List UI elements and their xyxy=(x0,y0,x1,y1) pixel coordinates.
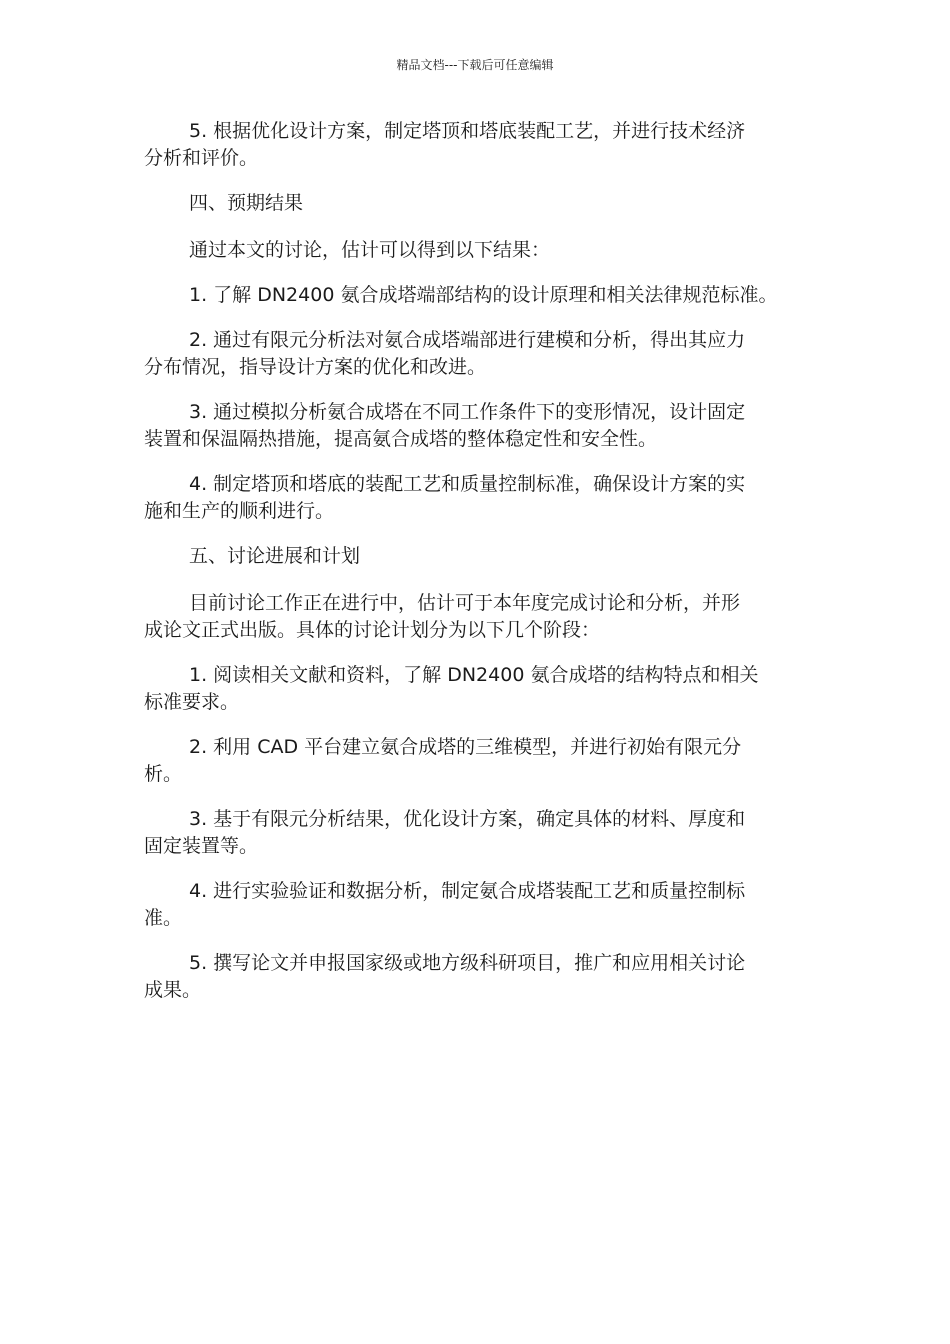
section-heading-progress-plan: 五、讨论进展和计划 xyxy=(189,545,361,567)
list-item-plan-1: 1. 阅读相关文献和资料，了解 DN2400 氨合成塔的结构特点和相关 标准要求。 xyxy=(144,664,759,713)
document-body xyxy=(144,118,808,1022)
list-item-plan-5: 5. 撰写论文并申报国家级或地方级科研项目，推广和应用相关讨论 成果。 xyxy=(144,952,746,1001)
list-item-result-4: 4. 制定塔顶和塔底的装配工艺和质量控制标准，确保设计方案的实 施和生产的顺利进行。 xyxy=(144,473,746,522)
paragraph-results-intro: 通过本文的讨论，估计可以得到以下结果： xyxy=(189,239,551,261)
list-item-plan-4: 4. 进行实验验证和数据分析，制定氨合成塔装配工艺和质量控制标 准。 xyxy=(144,880,746,929)
paragraph-step-5-assembly: 5. 根据优化设计方案，制定塔顶和塔底装配工艺，并进行技术经济 分析和评价。 xyxy=(144,120,746,169)
paragraph-plan-intro: 目前讨论工作正在进行中，估计可于本年度完成讨论和分析，并形 成论文正式出版。具体的讨论计划分为以下几个阶段： xyxy=(144,592,741,641)
list-item-result-1: 1. 了解 DN2400 氨合成塔端部结构的设计原理和相关法律规范标准。 xyxy=(189,284,778,306)
list-item-plan-2: 2. 利用 CAD 平台建立氨合成塔的三维模型，并进行初始有限元分 析。 xyxy=(144,736,742,785)
section-heading-expected-results: 四、预期结果 xyxy=(189,192,304,214)
list-item-result-2: 2. 通过有限元分析法对氨合成塔端部进行建模和分析，得出其应力 分布情况，指导设计方案的优化和改进。 xyxy=(144,329,746,378)
list-item-result-3: 3. 通过模拟分析氨合成塔在不同工作条件下的变形情况，设计固定 装置和保温隔热措施，提高氨合成塔的整体稳定性和安全性。 xyxy=(144,401,746,450)
page-header: 精品文档---下载后可任意编辑 xyxy=(396,58,554,72)
list-item-plan-3: 3. 基于有限元分析结果，优化设计方案，确定具体的材料、厚度和 固定装置等。 xyxy=(144,808,746,857)
